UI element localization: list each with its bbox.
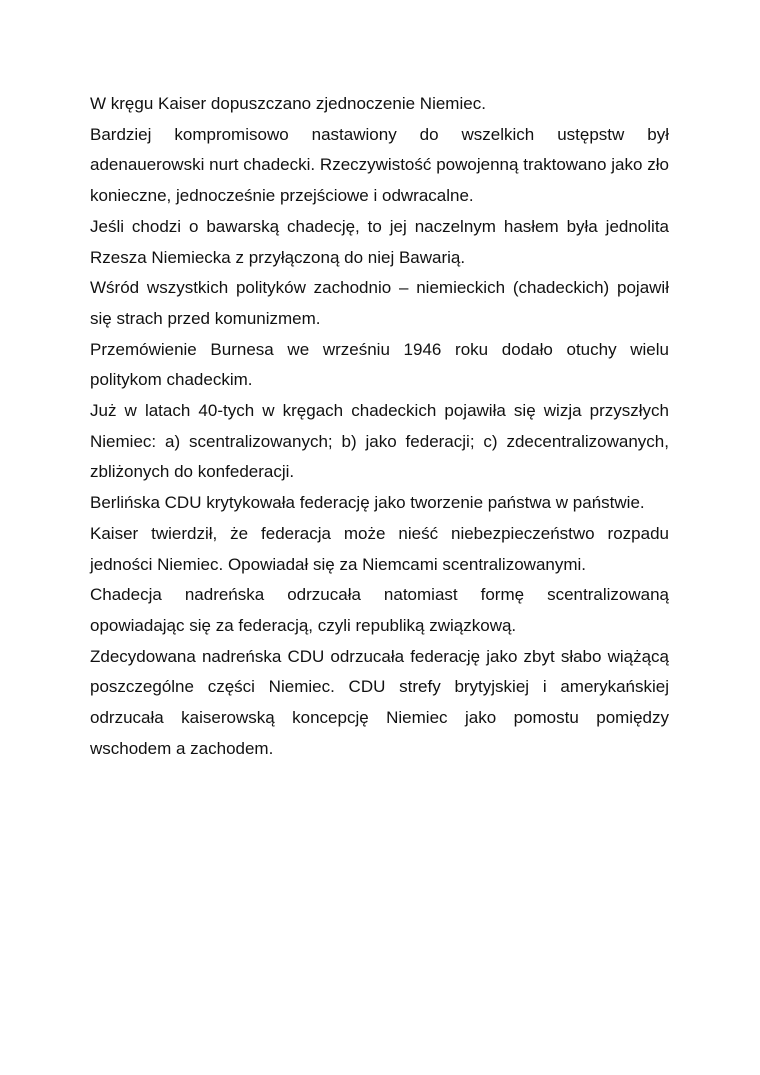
paragraph-9: Chadecja nadreńska odrzucała natomiast formę scentralizowaną opowiadając się za federacją, czyli republiką związkową. <box>90 585 669 635</box>
paragraph-4: Wśród wszystkich polityków zachodnio – niemieckich (chadeckich) pojawił się strach przed komunizmem. <box>90 278 669 328</box>
paragraph-10: Zdecydowana nadreńska CDU odrzucała federację jako zbyt słabo wiążącą poszczególne części Niemiec. CDU strefy brytyjskiej i amerykańskiej odrzucała kaiserowską koncepcję Niemiec jako pomostu pomiędzy wschodem a zachodem. <box>90 646 669 758</box>
paragraph-3: Jeśli chodzi o bawarską chadecję, to jej naczelnym hasłem była jednolita Rzesza Niemiecka z przyłączoną do niej Bawarią. <box>90 216 669 267</box>
paragraph-8: Kaiser twierdził, że federacja może nieść niebezpieczeństwo rozpadu jedności Niemiec. Opowiadał się za Niemcami scentralizowanymi. <box>90 523 669 574</box>
paragraph-6: Już w latach 40-tych w kręgach chadeckich pojawiła się wizja przyszłych Niemiec: a) scentralizowanych; b) jako federacji; c) zdecentralizowanych, zbliżonych do konfederacji. <box>90 401 669 482</box>
paragraph-1: W kręgu Kaiser dopuszczano zjednoczenie Niemiec. <box>90 94 486 113</box>
paragraph-2: Bardziej kompromisowo nastawiony do wszelkich ustępstw był adenauerowski nurt chadecki. Rzeczywistość powojenną traktowano jako zło konieczne, jednocześnie przejściowe i odwracalne. <box>90 124 669 206</box>
paragraph-5: Przemówienie Burnesa we wrześniu 1946 roku dodało otuchy wielu politykom chadeckim. <box>90 339 669 390</box>
paragraph-7: Berlińska CDU krytykowała federację jako tworzenie państwa w państwie. <box>90 493 645 513</box>
document-body <box>90 89 669 764</box>
